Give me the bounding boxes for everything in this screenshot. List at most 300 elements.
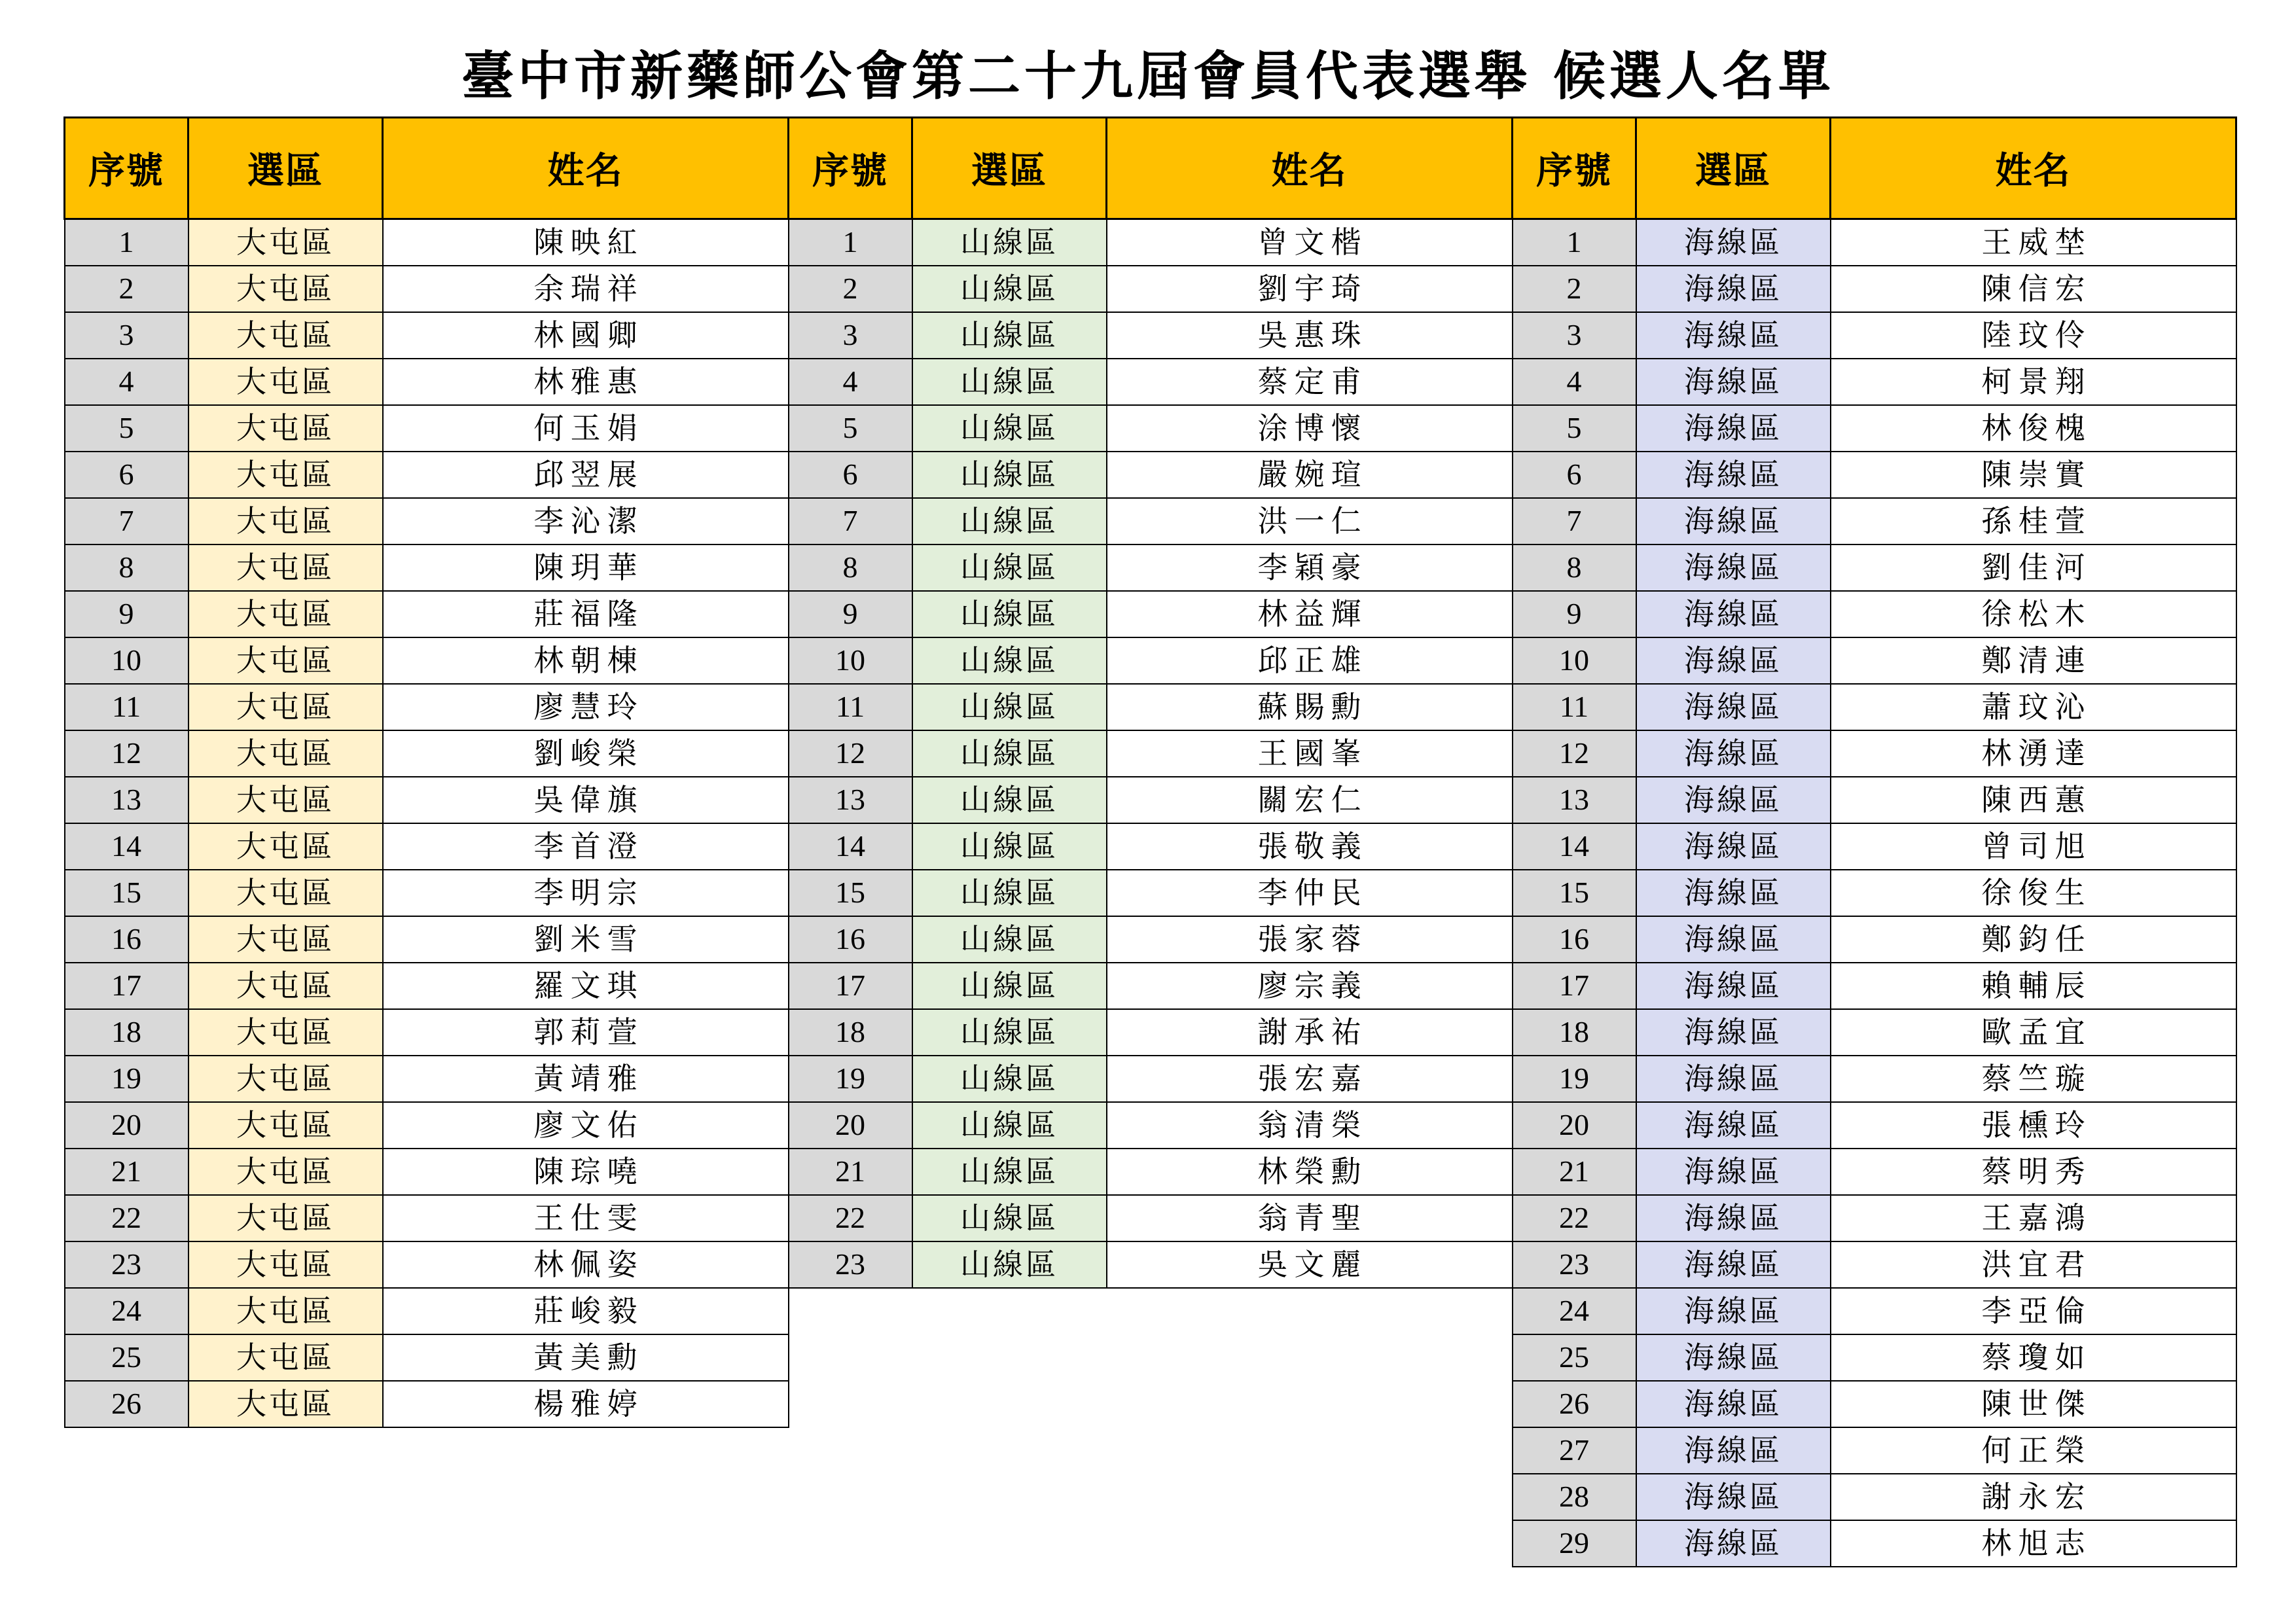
candidate-district: 山線區 [912,498,1107,544]
candidate-name: 吳惠珠 [1107,312,1513,359]
candidate-number: 10 [65,637,188,684]
candidate-district: 海線區 [1636,405,1831,452]
candidate-district: 大屯區 [188,405,383,452]
candidate-list [789,219,1513,1288]
candidate-number: 7 [1513,498,1636,544]
candidate-name: 蔡明秀 [1831,1149,2236,1195]
candidate-district: 海線區 [1636,1334,1831,1381]
candidate-row [65,730,789,777]
candidate-name: 李亞倫 [1831,1288,2236,1334]
candidate-row [1513,684,2236,730]
candidate-number: 17 [1513,963,1636,1009]
candidate-name: 曾司旭 [1831,823,2236,870]
candidate-number: 1 [65,219,188,266]
candidate-number: 16 [1513,916,1636,963]
candidate-district: 山線區 [912,544,1107,591]
candidate-table-shanxian [787,116,1513,1289]
candidate-number: 23 [789,1241,912,1288]
candidate-row [1513,1427,2236,1474]
candidate-table-haixian [1511,116,2237,1567]
candidate-number: 20 [65,1102,188,1149]
candidate-district: 山線區 [912,219,1107,266]
candidate-number: 4 [789,359,912,405]
candidate-list [1513,219,2236,1567]
candidate-row [1513,637,2236,684]
candidate-name: 嚴婉瑄 [1107,452,1513,498]
table-header-row [65,118,789,219]
table-header-row [789,118,1513,219]
candidate-number: 21 [1513,1149,1636,1195]
candidate-row [1513,591,2236,637]
candidate-name: 陳崇實 [1831,452,2236,498]
candidate-row [789,452,1513,498]
candidate-row [1513,1102,2236,1149]
candidate-number: 13 [789,777,912,823]
candidate-district: 大屯區 [188,777,383,823]
candidate-row [1513,498,2236,544]
candidate-name: 蕭玟沁 [1831,684,2236,730]
column-header-district: 選區 [188,118,383,219]
candidate-number: 12 [1513,730,1636,777]
candidate-row [65,823,789,870]
candidate-number: 3 [789,312,912,359]
candidate-name: 吳文麗 [1107,1241,1513,1288]
candidate-table-datun [63,116,789,1428]
candidate-number: 12 [65,730,188,777]
candidate-number: 9 [65,591,188,637]
column-header-number: 序號 [1513,118,1636,219]
candidate-number: 9 [789,591,912,637]
candidate-row [1513,1520,2236,1567]
candidate-district: 山線區 [912,266,1107,312]
candidate-name: 廖慧玲 [383,684,789,730]
candidate-number: 22 [65,1195,188,1241]
candidate-district: 山線區 [912,777,1107,823]
candidate-district: 大屯區 [188,1381,383,1427]
column-header-number: 序號 [65,118,188,219]
candidate-number: 4 [65,359,188,405]
candidate-district: 大屯區 [188,1009,383,1056]
candidate-district: 大屯區 [188,1334,383,1381]
candidate-district: 大屯區 [188,963,383,1009]
candidate-name: 羅文琪 [383,963,789,1009]
candidate-name: 張櫄玲 [1831,1102,2236,1149]
candidate-district: 山線區 [912,1241,1107,1288]
candidate-district: 山線區 [912,870,1107,916]
candidate-district: 海線區 [1636,1427,1831,1474]
candidate-number: 25 [1513,1334,1636,1381]
candidate-number: 5 [1513,405,1636,452]
candidate-name: 黃美勳 [383,1334,789,1381]
candidate-number: 3 [1513,312,1636,359]
candidate-district: 山線區 [912,1195,1107,1241]
candidate-name: 張家蓉 [1107,916,1513,963]
candidate-name: 王仕雯 [383,1195,789,1241]
candidate-number: 19 [1513,1056,1636,1102]
candidate-district: 海線區 [1636,312,1831,359]
candidate-district: 海線區 [1636,1474,1831,1520]
candidate-name: 林旭志 [1831,1520,2236,1567]
candidate-name: 陸玟伶 [1831,312,2236,359]
candidate-number: 23 [1513,1241,1636,1288]
candidate-name: 徐俊生 [1831,870,2236,916]
candidate-row [789,405,1513,452]
candidate-row [65,591,789,637]
candidate-row [1513,1241,2236,1288]
candidate-number: 8 [789,544,912,591]
candidate-name: 洪宜君 [1831,1241,2236,1288]
candidate-number: 22 [789,1195,912,1241]
candidate-name: 蔡竺璇 [1831,1056,2236,1102]
candidate-district: 山線區 [912,1149,1107,1195]
candidate-row [789,684,1513,730]
candidate-name: 廖文佑 [383,1102,789,1149]
candidate-district: 山線區 [912,637,1107,684]
column-header-district: 選區 [1636,118,1831,219]
candidate-district: 海線區 [1636,219,1831,266]
candidate-name: 王威埜 [1831,219,2236,266]
candidate-number: 3 [65,312,188,359]
candidate-district: 山線區 [912,916,1107,963]
candidate-name: 鄭清連 [1831,637,2236,684]
candidate-number: 11 [65,684,188,730]
column-header-number: 序號 [789,118,912,219]
candidate-number: 13 [1513,777,1636,823]
candidate-district: 海線區 [1636,730,1831,777]
candidate-row [789,823,1513,870]
candidate-district: 山線區 [912,359,1107,405]
candidate-name: 劉佳河 [1831,544,2236,591]
candidate-number: 8 [65,544,188,591]
candidate-row [1513,1195,2236,1241]
candidate-name: 陳玥華 [383,544,789,591]
candidate-row [65,1195,789,1241]
candidate-district: 海線區 [1636,1520,1831,1567]
candidate-number: 16 [789,916,912,963]
candidate-number: 2 [789,266,912,312]
candidate-number: 22 [1513,1195,1636,1241]
candidate-district: 海線區 [1636,266,1831,312]
candidate-number: 26 [1513,1381,1636,1427]
candidate-number: 8 [1513,544,1636,591]
candidate-name: 余瑞祥 [383,266,789,312]
column-header-district: 選區 [912,118,1107,219]
candidate-number: 15 [789,870,912,916]
candidate-row [1513,730,2236,777]
candidate-district: 山線區 [912,591,1107,637]
candidate-number: 15 [1513,870,1636,916]
candidate-row [789,1195,1513,1241]
candidate-number: 14 [789,823,912,870]
candidate-row [1513,1334,2236,1381]
candidate-row [789,730,1513,777]
candidate-number: 21 [789,1149,912,1195]
candidate-name: 陳西蕙 [1831,777,2236,823]
candidate-number: 29 [1513,1520,1636,1567]
candidate-row [65,777,789,823]
candidate-number: 19 [789,1056,912,1102]
candidate-number: 5 [789,405,912,452]
candidate-row [65,452,789,498]
candidate-district: 海線區 [1636,684,1831,730]
candidate-name: 鄭鈞任 [1831,916,2236,963]
candidate-district: 海線區 [1636,591,1831,637]
candidate-district: 山線區 [912,730,1107,777]
candidate-name: 黃靖雅 [383,1056,789,1102]
table-header-row [1513,118,2236,219]
candidate-name: 林益輝 [1107,591,1513,637]
candidate-number: 18 [1513,1009,1636,1056]
candidate-name: 何玉娟 [383,405,789,452]
candidate-row [65,544,789,591]
candidate-number: 1 [1513,219,1636,266]
candidate-name: 林榮勳 [1107,1149,1513,1195]
candidate-name: 邱翌展 [383,452,789,498]
candidate-number: 19 [65,1056,188,1102]
candidate-name: 李仲民 [1107,870,1513,916]
candidate-row [789,1149,1513,1195]
candidate-district: 海線區 [1636,1241,1831,1288]
candidate-name: 張敬義 [1107,823,1513,870]
candidate-number: 21 [65,1149,188,1195]
candidate-number: 11 [1513,684,1636,730]
candidate-district: 大屯區 [188,359,383,405]
candidate-row [789,1009,1513,1056]
candidate-row [789,963,1513,1009]
candidate-number: 25 [65,1334,188,1381]
candidate-row [789,1056,1513,1102]
candidate-name: 張宏嘉 [1107,1056,1513,1102]
candidate-row [1513,359,2236,405]
candidate-district: 大屯區 [188,544,383,591]
candidate-row [789,1241,1513,1288]
candidate-name: 林佩姿 [383,1241,789,1288]
candidate-number: 24 [1513,1288,1636,1334]
candidate-district: 海線區 [1636,637,1831,684]
candidate-row [65,1288,789,1334]
candidate-row [65,266,789,312]
candidate-row [789,219,1513,266]
candidate-row [1513,544,2236,591]
candidate-district: 山線區 [912,963,1107,1009]
candidate-number: 11 [789,684,912,730]
candidate-number: 20 [789,1102,912,1149]
candidate-name: 洪一仁 [1107,498,1513,544]
candidate-name: 徐松木 [1831,591,2236,637]
column-header-name: 姓名 [1831,118,2236,219]
candidate-name: 邱正雄 [1107,637,1513,684]
candidate-number: 15 [65,870,188,916]
candidate-number: 2 [65,266,188,312]
candidate-row [1513,823,2236,870]
candidate-number: 18 [789,1009,912,1056]
candidate-number: 14 [65,823,188,870]
page-title: 臺中市新藥師公會第二十九屆會員代表選舉 候選人名單 [461,45,1835,107]
candidate-number: 17 [65,963,188,1009]
candidate-district: 海線區 [1636,359,1831,405]
candidate-name: 李首澄 [383,823,789,870]
candidate-name: 林俊槐 [1831,405,2236,452]
candidate-district: 大屯區 [188,916,383,963]
candidate-number: 5 [65,405,188,452]
candidate-number: 27 [1513,1427,1636,1474]
candidate-row [789,777,1513,823]
candidate-district: 大屯區 [188,312,383,359]
candidate-number: 14 [1513,823,1636,870]
candidate-district: 海線區 [1636,1195,1831,1241]
candidate-district: 山線區 [912,1009,1107,1056]
candidate-district: 大屯區 [188,823,383,870]
candidate-name: 林雅惠 [383,359,789,405]
candidate-row [1513,916,2236,963]
candidate-number: 10 [789,637,912,684]
candidate-number: 12 [789,730,912,777]
candidate-district: 大屯區 [188,730,383,777]
candidate-number: 4 [1513,359,1636,405]
candidate-district: 海線區 [1636,1009,1831,1056]
candidate-district: 大屯區 [188,684,383,730]
candidate-name: 孫桂萱 [1831,498,2236,544]
candidate-row [789,544,1513,591]
candidate-name: 歐孟宜 [1831,1009,2236,1056]
candidate-district: 海線區 [1636,963,1831,1009]
candidate-row [1513,1381,2236,1427]
candidate-name: 柯景翔 [1831,359,2236,405]
candidate-name: 陳琮嘵 [383,1149,789,1195]
candidate-list [65,219,789,1427]
candidate-name: 林朝棟 [383,637,789,684]
candidate-number: 6 [65,452,188,498]
candidate-name: 賴輔辰 [1831,963,2236,1009]
candidate-number: 28 [1513,1474,1636,1520]
candidate-name: 林湧達 [1831,730,2236,777]
candidate-row [65,870,789,916]
candidate-district: 大屯區 [188,870,383,916]
candidate-name: 劉峻榮 [383,730,789,777]
candidate-number: 18 [65,1009,188,1056]
candidate-row [65,1056,789,1102]
candidate-number: 26 [65,1381,188,1427]
candidate-district: 大屯區 [188,1149,383,1195]
candidate-row [65,963,789,1009]
candidate-name: 吳偉旗 [383,777,789,823]
candidate-district: 大屯區 [188,1288,383,1334]
candidate-row [1513,452,2236,498]
candidate-name: 蔡定甫 [1107,359,1513,405]
candidate-row [789,312,1513,359]
candidate-district: 大屯區 [188,1195,383,1241]
candidate-number: 10 [1513,637,1636,684]
candidate-district: 大屯區 [188,452,383,498]
candidate-row [65,916,789,963]
candidate-name: 廖宗義 [1107,963,1513,1009]
candidate-name: 王嘉鴻 [1831,1195,2236,1241]
candidate-district: 山線區 [912,823,1107,870]
candidate-number: 13 [65,777,188,823]
candidate-name: 陳映紅 [383,219,789,266]
candidate-row [1513,1056,2236,1102]
candidate-name: 關宏仁 [1107,777,1513,823]
candidate-name: 劉米雪 [383,916,789,963]
candidate-name: 陳世傑 [1831,1381,2236,1427]
candidate-row [65,219,789,266]
candidate-district: 海線區 [1636,1381,1831,1427]
candidate-district: 大屯區 [188,1241,383,1288]
candidate-name: 王國峯 [1107,730,1513,777]
candidate-name: 莊福隆 [383,591,789,637]
candidate-district: 山線區 [912,1056,1107,1102]
candidate-row [65,1102,789,1149]
candidate-district: 大屯區 [188,637,383,684]
candidate-name: 蔡瓊如 [1831,1334,2236,1381]
candidate-row [789,916,1513,963]
candidate-name: 林國卿 [383,312,789,359]
candidate-number: 24 [65,1288,188,1334]
candidate-district: 海線區 [1636,777,1831,823]
candidate-row [1513,870,2236,916]
candidate-row [1513,1474,2236,1520]
candidate-district: 山線區 [912,452,1107,498]
candidate-row [789,266,1513,312]
column-header-name: 姓名 [1107,118,1513,219]
candidate-district: 大屯區 [188,1102,383,1149]
candidate-number: 2 [1513,266,1636,312]
candidate-row [1513,777,2236,823]
candidate-row [65,405,789,452]
candidate-district: 海線區 [1636,870,1831,916]
candidate-district: 山線區 [912,405,1107,452]
candidate-number: 7 [789,498,912,544]
column-header-name: 姓名 [383,118,789,219]
candidate-row [1513,963,2236,1009]
candidate-row [1513,1149,2236,1195]
candidate-district: 海線區 [1636,1102,1831,1149]
candidate-district: 大屯區 [188,591,383,637]
candidate-district: 大屯區 [188,498,383,544]
candidate-row [1513,1288,2236,1334]
candidate-district: 海線區 [1636,1288,1831,1334]
candidate-row [65,1009,789,1056]
candidate-name: 劉宇琦 [1107,266,1513,312]
candidate-row [65,359,789,405]
candidate-district: 大屯區 [188,266,383,312]
candidate-number: 17 [789,963,912,1009]
candidate-name: 莊峻毅 [383,1288,789,1334]
candidate-district: 海線區 [1636,452,1831,498]
candidate-district: 大屯區 [188,219,383,266]
candidate-row [789,870,1513,916]
candidate-row [789,1102,1513,1149]
candidate-row [1513,266,2236,312]
candidate-row [65,498,789,544]
candidate-row [789,359,1513,405]
candidate-row [1513,405,2236,452]
candidate-number: 6 [789,452,912,498]
candidate-name: 郭莉萱 [383,1009,789,1056]
candidate-name: 涂博懷 [1107,405,1513,452]
candidate-name: 李穎豪 [1107,544,1513,591]
candidate-name: 曾文楷 [1107,219,1513,266]
candidate-row [65,1334,789,1381]
candidate-district: 海線區 [1636,916,1831,963]
candidate-name: 謝永宏 [1831,1474,2236,1520]
candidate-name: 楊雅婷 [383,1381,789,1427]
candidate-number: 9 [1513,591,1636,637]
candidate-name: 謝承祐 [1107,1009,1513,1056]
candidate-row [789,591,1513,637]
candidate-name: 翁清榮 [1107,1102,1513,1149]
candidate-row [789,637,1513,684]
